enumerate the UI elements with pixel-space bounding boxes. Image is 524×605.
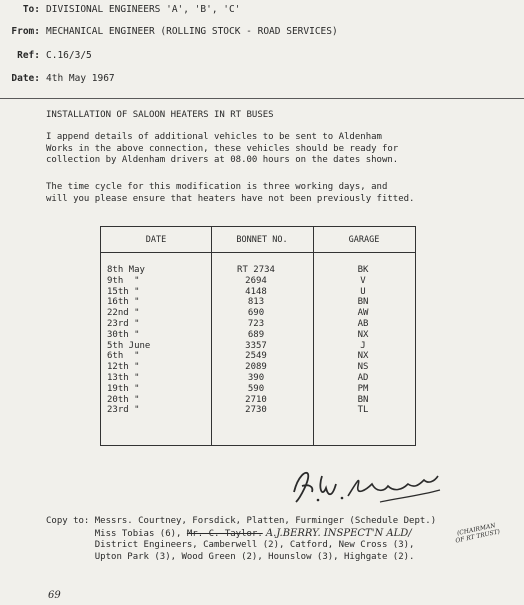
page-number: 69 (48, 590, 61, 601)
cell-date: 16th " (107, 297, 140, 308)
cell-date: 19th " (107, 383, 140, 394)
header-date: DATE (145, 235, 167, 245)
cell-garage: NX (357, 351, 369, 362)
cell-garage: U (360, 286, 366, 297)
cell-date: 23rd " (107, 319, 140, 329)
signature (288, 462, 448, 512)
cell-garage: J (360, 340, 366, 351)
header-garage: GARAGE (348, 235, 380, 245)
cell-date: 20th " (107, 394, 140, 405)
cell-bonnet-no: 390 (247, 373, 265, 383)
to-value: DIVISIONAL ENGINEERS 'A', 'B', 'C' (46, 4, 241, 15)
from-label: From: (11, 26, 40, 37)
header-bonnet-no: BONNET NO. (236, 235, 288, 245)
handwritten-addition: A.J.BERRY. INSPECT'N ALD/ (262, 527, 412, 539)
date-row (0, 73, 115, 84)
from-value: MECHANICAL ENGINEER (ROLLING STOCK - ROAD SERVICES) (46, 26, 338, 37)
cell-date: 12th " (107, 362, 140, 373)
cell-bonnet-no: 813 (247, 297, 265, 308)
cell-bonnet-no: 2089 (245, 362, 267, 373)
cell-date: 9th " (107, 275, 140, 286)
to-label: To: (22, 4, 40, 15)
paragraph-instructions: I append details of additional vehicles to be sent to Aldenham Works in the above connection, these vehicles should be ready for collection by Aldenham drivers at 08.00 hours on the dates shown. (46, 132, 399, 165)
date-label: Date: (11, 73, 40, 84)
cell-bonnet-no: 4148 (245, 286, 267, 297)
cell-date: 13th " (107, 373, 140, 383)
cell-garage: V (360, 275, 366, 286)
ref-row (0, 50, 92, 61)
paragraph-time-cycle: The time cycle for this modification is three working days, and will you please ensure that heaters have not been previously fitted. (46, 182, 415, 204)
cell-bonnet-no: 689 (247, 329, 265, 340)
ref-value: C.16/3/5 (46, 50, 92, 61)
cell-bonnet-no: RT 2734 (237, 265, 275, 275)
to-row (0, 4, 240, 15)
cell-date: 15th " (107, 286, 140, 297)
cell-garage: TL (357, 405, 369, 416)
handwritten-margin-note: (CHAIRMAN OF RT TRUST) (454, 522, 501, 545)
cell-bonnet-no: 2710 (245, 394, 267, 405)
cell-bonnet-no: 723 (247, 319, 265, 329)
cell-date: 30th " (107, 329, 140, 340)
vehicle-schedule-table (100, 226, 416, 446)
cell-bonnet-no: 2549 (245, 351, 267, 362)
from-row (0, 26, 338, 37)
copy-distribution (46, 516, 436, 563)
cell-garage: AW (357, 308, 369, 319)
cell-garage: NS (357, 362, 369, 373)
copy-line-4: Upton Park (3), Wood Green (2), Hounslow (3), Highgate (2). (46, 551, 415, 562)
copy-line-2-prefix: Miss Tobias (6), (46, 528, 187, 539)
copy-line-1: Copy to: Messrs. Courtney, Forsdick, Platten, Furminger (Schedule Dept.) (46, 516, 437, 526)
cell-date: 23rd " (107, 405, 140, 416)
date-value: 4th May 1967 (46, 73, 115, 84)
signature-mark (288, 462, 448, 508)
copy-line-3: District Engineers, Camberwell (2), Catford, New Cross (3), (46, 540, 415, 550)
header-divider (0, 98, 524, 99)
cell-bonnet-no: 2730 (245, 405, 267, 416)
cell-garage: AB (357, 319, 369, 329)
cell-bonnet-no: 2694 (245, 275, 267, 286)
cell-garage: AD (357, 373, 369, 383)
cell-bonnet-no: 690 (247, 308, 265, 319)
cell-bonnet-no: 3357 (245, 340, 267, 351)
cell-garage: NX (357, 329, 369, 340)
table-column-divider (313, 227, 314, 445)
cell-date: 8th May (107, 265, 145, 275)
cell-date: 6th " (107, 351, 140, 362)
cell-garage: PM (357, 383, 369, 394)
ref-label: Ref: (17, 50, 40, 61)
cell-garage: BK (357, 265, 369, 275)
cell-garage: BN (357, 297, 369, 308)
cell-bonnet-no: 590 (247, 383, 265, 394)
cell-date: 5th June (107, 340, 151, 351)
cell-date: 22nd " (107, 308, 140, 319)
memo-subject: INSTALLATION OF SALOON HEATERS IN RT BUSES (46, 110, 274, 120)
table-header-divider (101, 252, 415, 253)
struck-name: Mr. C. Taylor. (186, 528, 263, 539)
cell-garage: BN (357, 394, 369, 405)
